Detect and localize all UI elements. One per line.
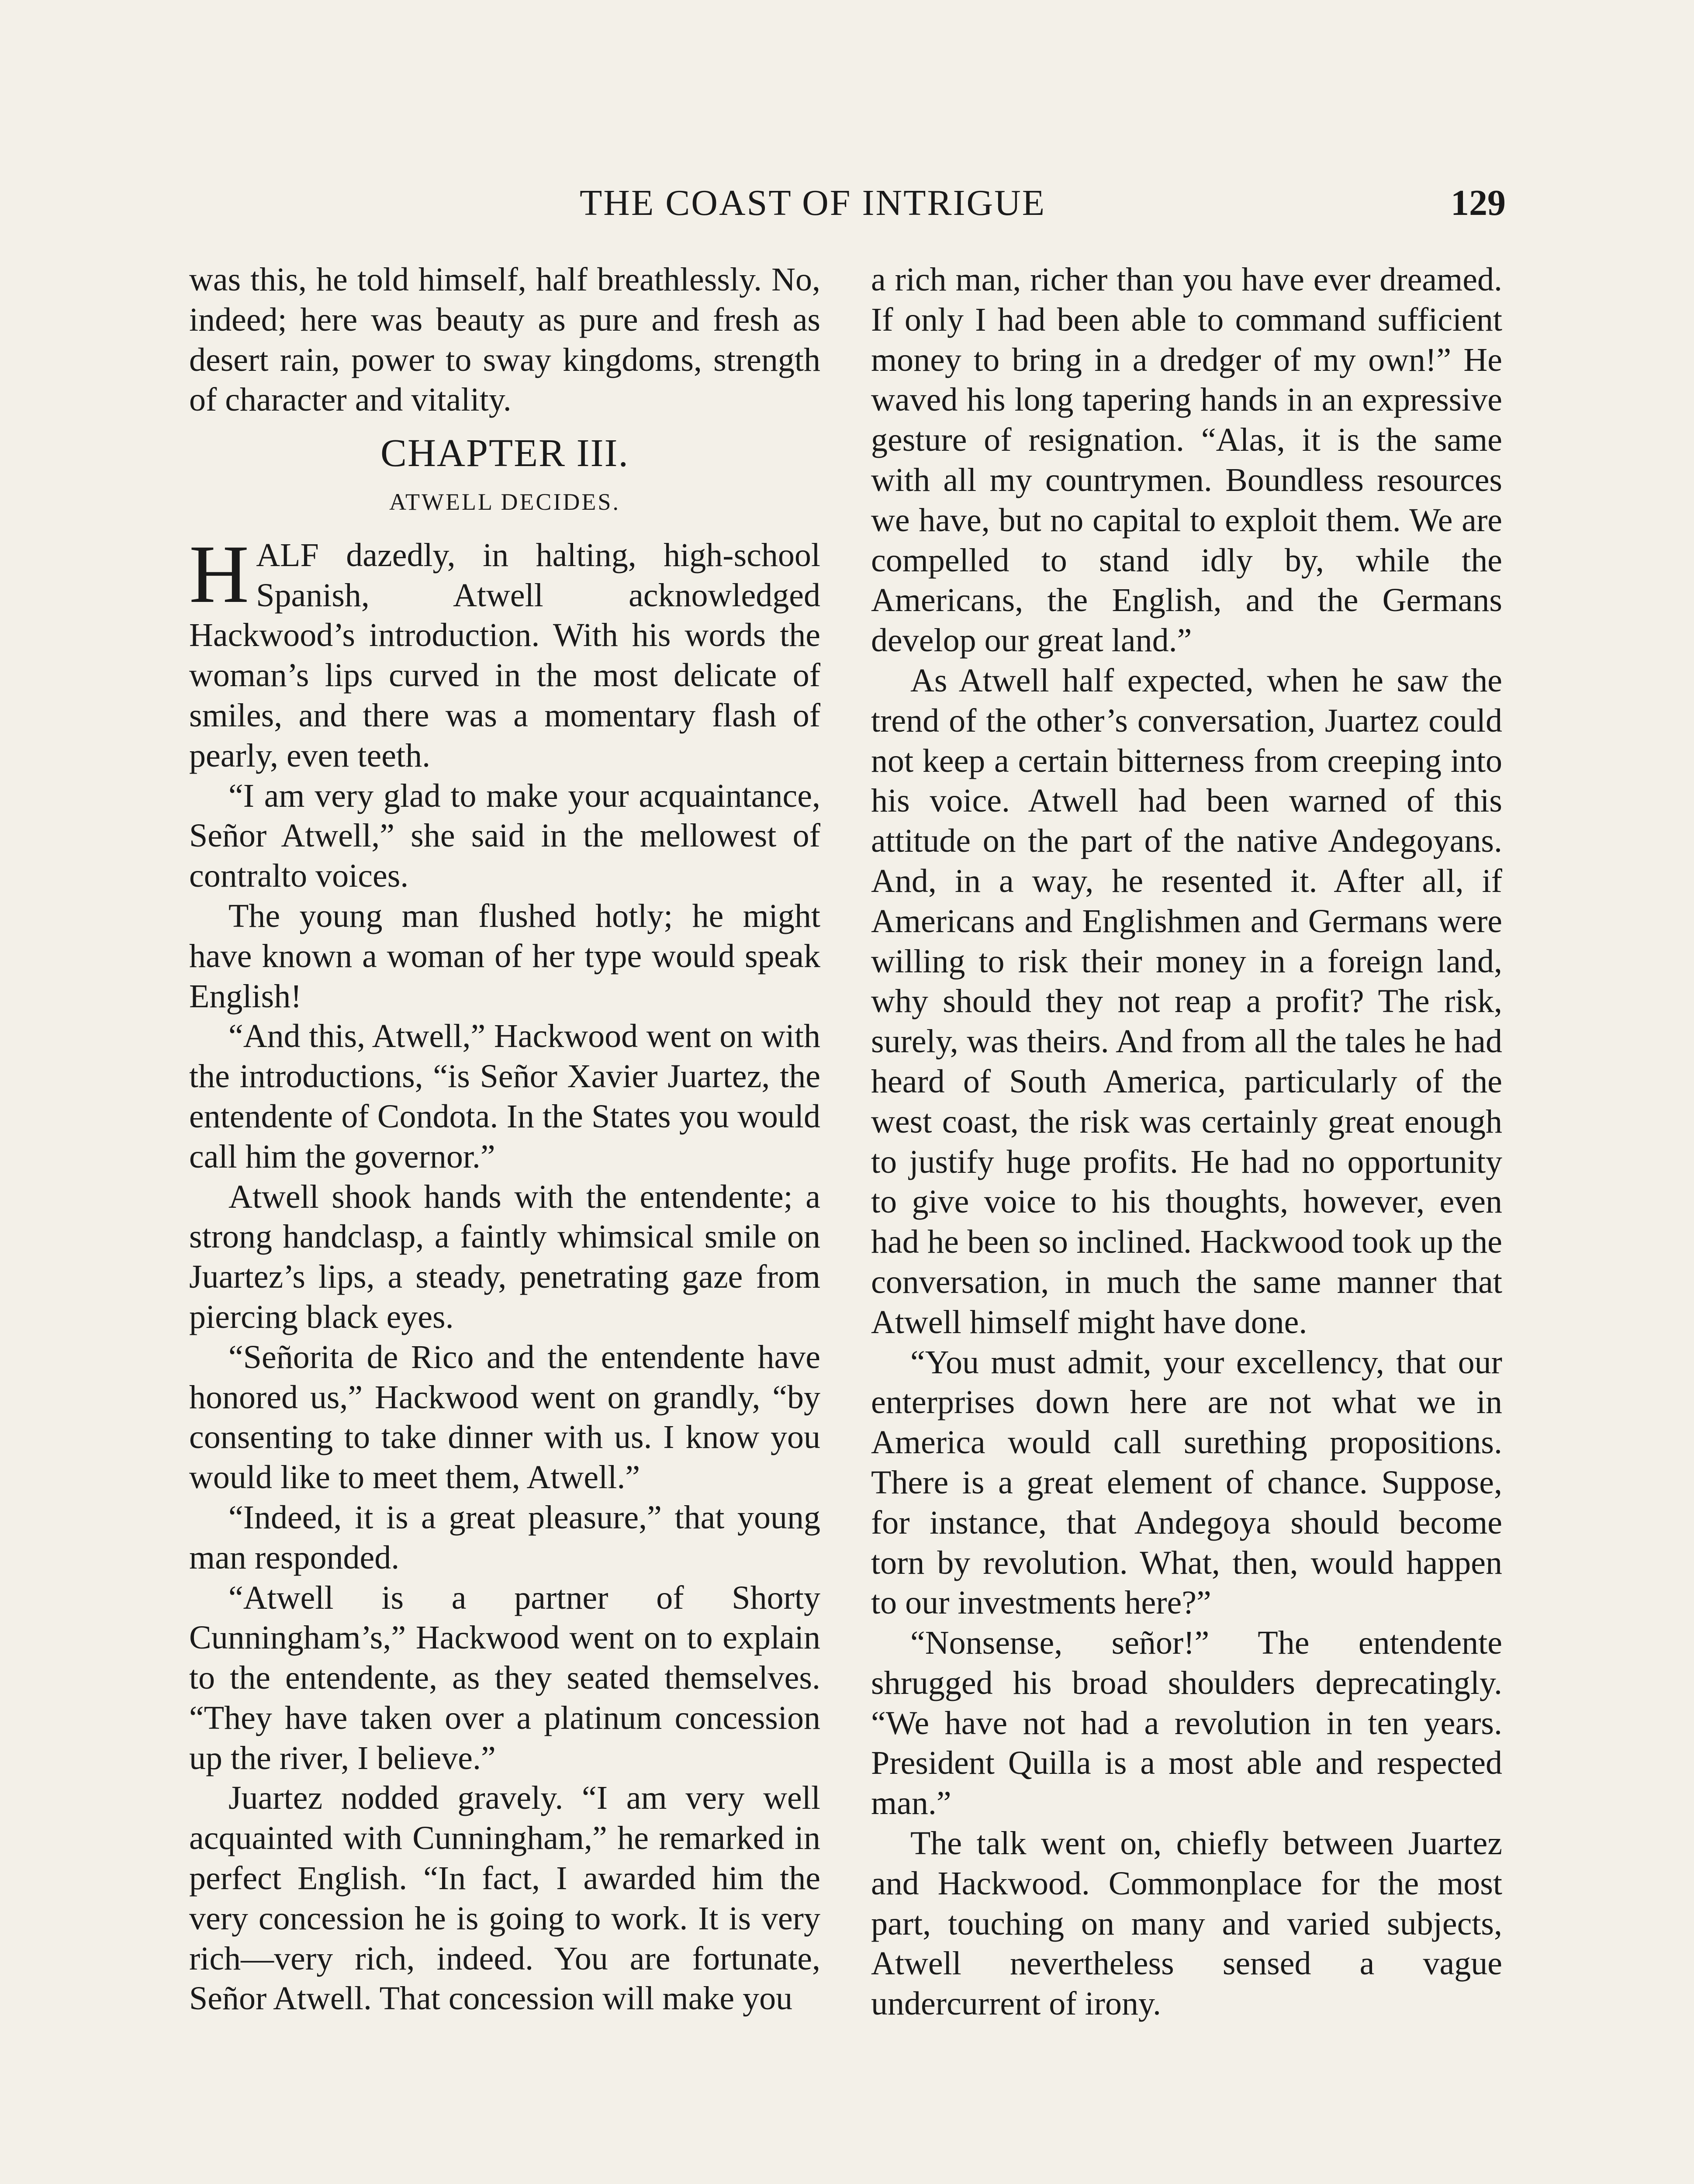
paragraph: The talk went on, chiefly between Juartez and Hackwood. Commonplace for the most part, touching on many and varied subjects, Atwell nevertheless sensed a vague undercurrent of irony. (871, 1825, 1502, 2022)
running-title: THE COAST OF INTRIGUE (580, 183, 1046, 223)
paragraph: The young man flushed hotly; he might have known a woman of her type would speak English! (189, 897, 820, 1015)
paragraph: “And this, Atwell,” Hackwood went on with the introductions, “is Señor Xavier Juartez, the entendente of Condota. In the States you would call him the governor.” (189, 1018, 820, 1175)
right-column (871, 260, 1502, 2184)
paragraph-text: ALF dazedly, in halting, high-school Spanish, Atwell acknowledged Hackwood’s introduction. With his words the woman’s lips curved in the most delicate of smiles, and there was a momentary flash of pearly, even teeth. (189, 536, 820, 774)
left-column (189, 260, 820, 2184)
paragraph (189, 528, 820, 776)
paragraph: a rich man, richer than you have ever dreamed. If only I had been able to command sufficient money to bring in a dredger of my own!” He waved his long tapering hands in an expressive gesture of resignation. “Alas, it is the same with all my countrymen. Boundless resources we have, but no capital to exploit them. We are compelled to stand idly by, while the Americans, the English, and the Germans develop our great land.” (871, 261, 1502, 659)
paragraph: was this, he told himself, half breathlessly. No, indeed; here was beauty as pure and fresh as desert rain, power to sway kingdoms, strength of character and vitality. (189, 261, 820, 418)
paragraph: As Atwell half expected, when he saw the trend of the other’s conversation, Juartez could not keep a certain bitterness from creeping into his voice. Atwell had been warned of this attitude on the part of the native Andegoyans. And, in a way, he resented it. After all, if Americans and Englishmen and Germans were willing to risk their money in a foreign land, why should they not reap a profit? The risk, surely, was theirs. And from all the tales he had heard of South America, particularly of the west coast, the risk was certainly great enough to justify huge profits. He had no opportunity to give voice to his thoughts, however, even had he been so inclined. Hackwood took up the conversation, in much the same manner that Atwell himself might have done. (871, 662, 1502, 1341)
drop-cap: H (189, 528, 249, 620)
paragraph: “Nonsense, señor!” The entendente shrugged his broad shoulders deprecatingly. “We have not had a revolution in ten years. President Quilla is a most able and respected man.” (871, 1624, 1502, 1822)
page-header (0, 177, 1694, 229)
paragraph: “Atwell is a partner of Shorty Cunningham’s,” Hackwood went on to explain to the entendente, as they seated themselves. “They have taken over a platinum concession up the river, I believe.” (189, 1579, 820, 1776)
chapter-title: CHAPTER III. (380, 432, 629, 475)
paragraph: Atwell shook hands with the entendente; a strong handclasp, a faintly whimsical smile on Juartez’s lips, a steady, penetrating gaze from piercing black eyes. (189, 1178, 820, 1335)
chapter-subtitle: ATWELL DECIDES. (389, 488, 620, 515)
paragraph: “You must admit, your excellency, that our enterprises down here are not what we in America would call surething propositions. There is a great element of chance. Suppose, for instance, that Andegoya should become torn by revolution. What, then, would happen to our investments here?” (871, 1344, 1502, 1621)
paragraph: “Indeed, it is a great pleasure,” that young man responded. (189, 1499, 820, 1576)
paragraph: “Señorita de Rico and the entendente have honored us,” Hackwood went on grandly, “by consenting to take dinner with us. I know you would like to meet them, Atwell.” (189, 1338, 820, 1496)
page-number: 129 (1451, 183, 1506, 223)
paragraph: Juartez nodded gravely. “I am very well acquainted with Cunningham,” he remarked in perfect English. “In fact, I awarded him the very concession he is going to work. It is very rich—very rich, indeed. You are fortunate, Señor Atwell. That concession will make you (189, 1780, 820, 2017)
paragraph: “I am very glad to make your acquaintance, Señor Atwell,” she said in the mellowest of contralto voices. (189, 777, 820, 895)
